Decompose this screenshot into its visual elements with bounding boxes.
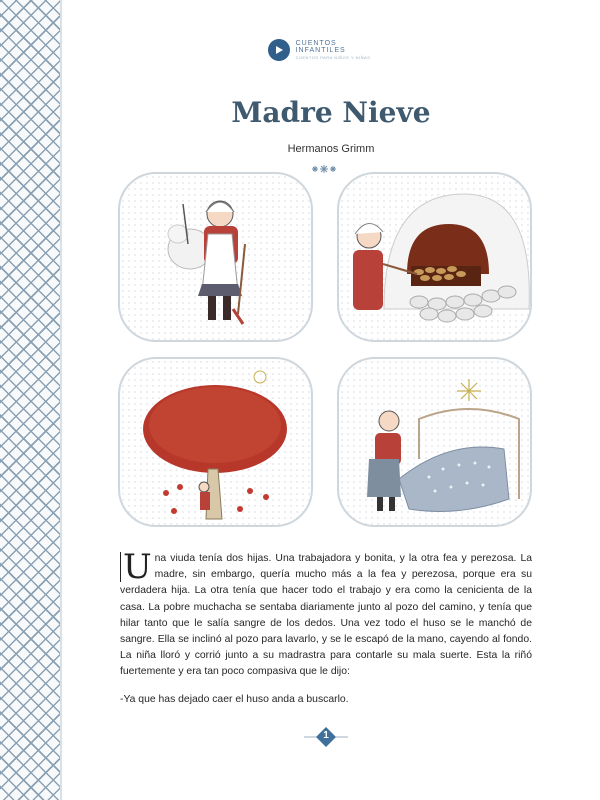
publisher-logo[interactable] (268, 38, 388, 62)
girl-with-spindle-icon (120, 174, 313, 342)
page-number-badge (304, 726, 348, 748)
apple-tree-icon (120, 359, 313, 527)
story-dialog: -Ya que has dejado caer el huso anda a buscarlo. (120, 694, 349, 705)
publisher-name: CUENTOS INFANTILES (295, 40, 346, 54)
illustration-girl-making-bed (337, 357, 532, 527)
page-title: Madre Nieve (231, 96, 431, 129)
play-icon (268, 39, 290, 61)
snowflake-ornament-icon (311, 164, 337, 174)
story-paragraph (120, 547, 532, 681)
bread-oven-icon (339, 174, 532, 342)
illustration-girl-spinning (118, 172, 313, 342)
illustration-apple-tree (118, 357, 313, 527)
author-name: Hermanos Grimm (287, 143, 375, 155)
story-text: na viuda tenía dos hijas. Una trabajadora y bonita, y la otra fea y perezosa. La madre, sin embargo, quería mucho más a la fea y perezosa, porque era su verdadera hija. La otra tenía que hacer todo el trabajo y era como la cenicienta de la casa. La pobre muchacha se sentaba diariamente junto al pozo del camino, y tenía que hilar tanto que le salía sangre de los dedos. Una vez todo el huso se le manchó de sangre. Ella se inclinó al pozo para lavarlo, y se le escapó de la mano, cayendo al fondo. La niña lloró y corrió junto a su madrastra para contarle su mala suerte. Esta la riñó fuertemente y era tan poco compasiva que le dijo: (120, 553, 532, 678)
feather-bed-icon (339, 359, 532, 527)
publisher-subtitle: CUENTOS PARA NIÑOS Y NIÑAS (295, 55, 371, 60)
drop-cap: U (120, 552, 152, 582)
illustration-girl-at-oven (337, 172, 532, 342)
page-number: 1 (323, 730, 329, 741)
